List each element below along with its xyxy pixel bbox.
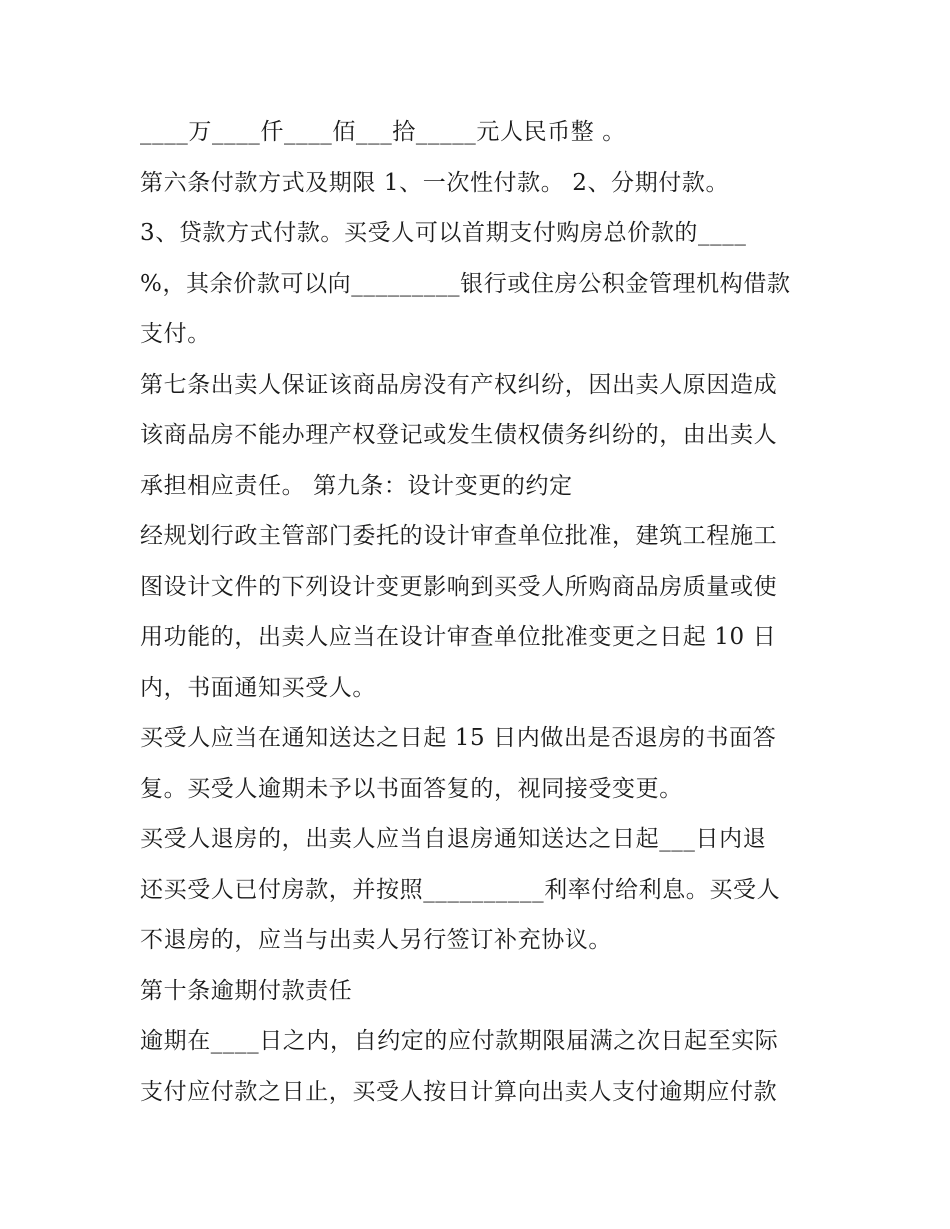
- text-line: 经规划行政主管部门委托的设计审查单位批准，建筑工程施工: [140, 523, 778, 549]
- text-line: 还买受人已付房款，并按照__________利率付给利息。买受人: [140, 876, 781, 903]
- text-line: 图设计文件的下列设计变更影响到买受人所购商品房质量或使: [140, 573, 778, 600]
- text-line: 复。买受人逾期未予以书面答复的，视同接受变更。: [140, 775, 683, 802]
- text-line: ____万____仟____佰___拾_____元人民币整 。: [140, 119, 626, 145]
- text-line: 内，书面通知买受人。: [140, 674, 376, 701]
- text-line: 第六条付款方式及期限 1、一次性付款。 2、分期付款。: [140, 169, 730, 196]
- text-line: 买受人应当在通知送达之日起 15 日内做出是否退房的书面答: [140, 725, 777, 751]
- text-line: 第七条出卖人保证该商品房没有产权纠纷，因出卖人原因造成: [140, 371, 778, 398]
- document-body: [140, 107, 820, 1117]
- text-line: 承担相应责任。 第九条：设计变更的约定: [140, 472, 573, 499]
- text-line: 第十条逾期付款责任: [140, 977, 353, 1004]
- text-line: 支付应付款之日止，买受人按日计算向出卖人支付逾期应付款: [140, 1078, 778, 1105]
- text-line: 不退房的，应当与出卖人另行签订补充协议。: [140, 927, 612, 953]
- text-line: %，其余价款可以向_________银行或住房公积金管理机构借款: [140, 270, 791, 297]
- text-line: 3、贷款方式付款。买受人可以首期支付购房总价款的____: [140, 220, 747, 246]
- text-line: 买受人退房的，出卖人应当自退房通知送达之日起___日内退: [140, 826, 767, 852]
- text-line: 逾期在____日之内，自约定的应付款期限届满之次日起至实际: [140, 1028, 779, 1054]
- text-line: 支付。: [140, 321, 211, 347]
- text-line: 该商品房不能办理产权登记或发生债权债务纠纷的，由出卖人: [140, 422, 778, 448]
- text-line: 用功能的，出卖人应当在设计审查单位批准变更之日起 10 日: [140, 624, 777, 650]
